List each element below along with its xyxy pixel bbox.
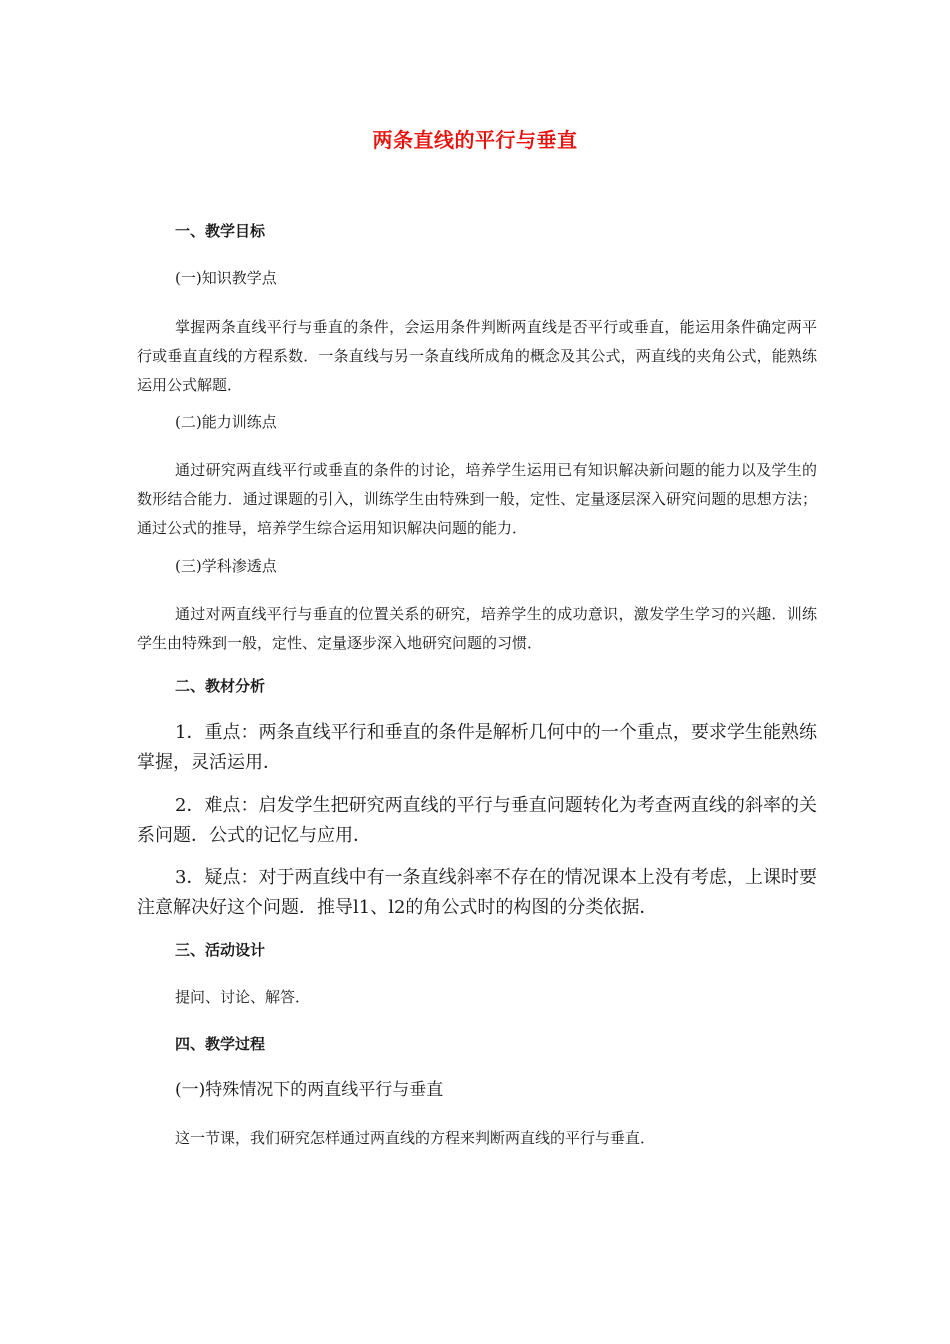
section-heading-material-analysis: 二、教材分析 <box>175 677 266 695</box>
section-heading-teaching-goals: 一、教学目标 <box>175 222 266 240</box>
paragraph-penetration: 通过对两直线平行与垂直的位置关系的研究，培养学生的成功意识，激发学生学习的兴趣．训练学生由特殊到一般，定性、定量逐步深入地研究问题的习惯． <box>137 605 817 652</box>
subheading-knowledge-points: (一)知识教学点 <box>175 269 277 287</box>
subheading-subject-penetration: (三)学科渗透点 <box>175 557 277 575</box>
paragraph-intro: 这一节课，我们研究怎样通过两直线的方程来判断两直线的平行与垂直． <box>175 1129 656 1147</box>
subheading-special-cases: (一)特殊情况下的两直线平行与垂直 <box>175 1080 444 1100</box>
paragraph-activity: 提问、讨论、解答． <box>175 988 311 1006</box>
paragraph-doubt: 3．疑点：对于两直线中有一条直线斜率不存在的情况课本上没有考虑，上课时要注意解决好这个问题．推导l1、l2的角公式时的构图的分类依据． <box>137 867 817 918</box>
paragraph-key-point: 1．重点：两条直线平行和垂直的条件是解析几何中的一个重点，要求学生能熟练掌握，灵活运用． <box>137 722 817 773</box>
document-title: 两条直线的平行与垂直 <box>372 128 578 152</box>
paragraph-ability: 通过研究两直线平行或垂直的条件的讨论，培养学生运用已有知识解决新问题的能力以及学生的数形结合能力．通过课题的引入，训练学生由特殊到一般，定性、定量逐层深入研究问题的思想方法；通过公式的推导，培养学生综合运用知识解决问题的能力． <box>137 461 817 537</box>
paragraph-difficulty: 2．难点：启发学生把研究两直线的平行与垂直问题转化为考查两直线的斜率的关系问题．公式的记忆与应用． <box>137 795 817 846</box>
paragraph-knowledge: 掌握两条直线平行与垂直的条件，会运用条件判断两直线是否平行或垂直，能运用条件确定两平行或垂直直线的方程系数．一条直线与另一条直线所成角的概念及其公式，两直线的夹角公式，能熟练运用公式解题． <box>137 318 817 394</box>
section-heading-teaching-process: 四、教学过程 <box>175 1035 266 1053</box>
section-heading-activity-design: 三、活动设计 <box>175 941 266 959</box>
subheading-ability-training: (二)能力训练点 <box>175 413 277 431</box>
